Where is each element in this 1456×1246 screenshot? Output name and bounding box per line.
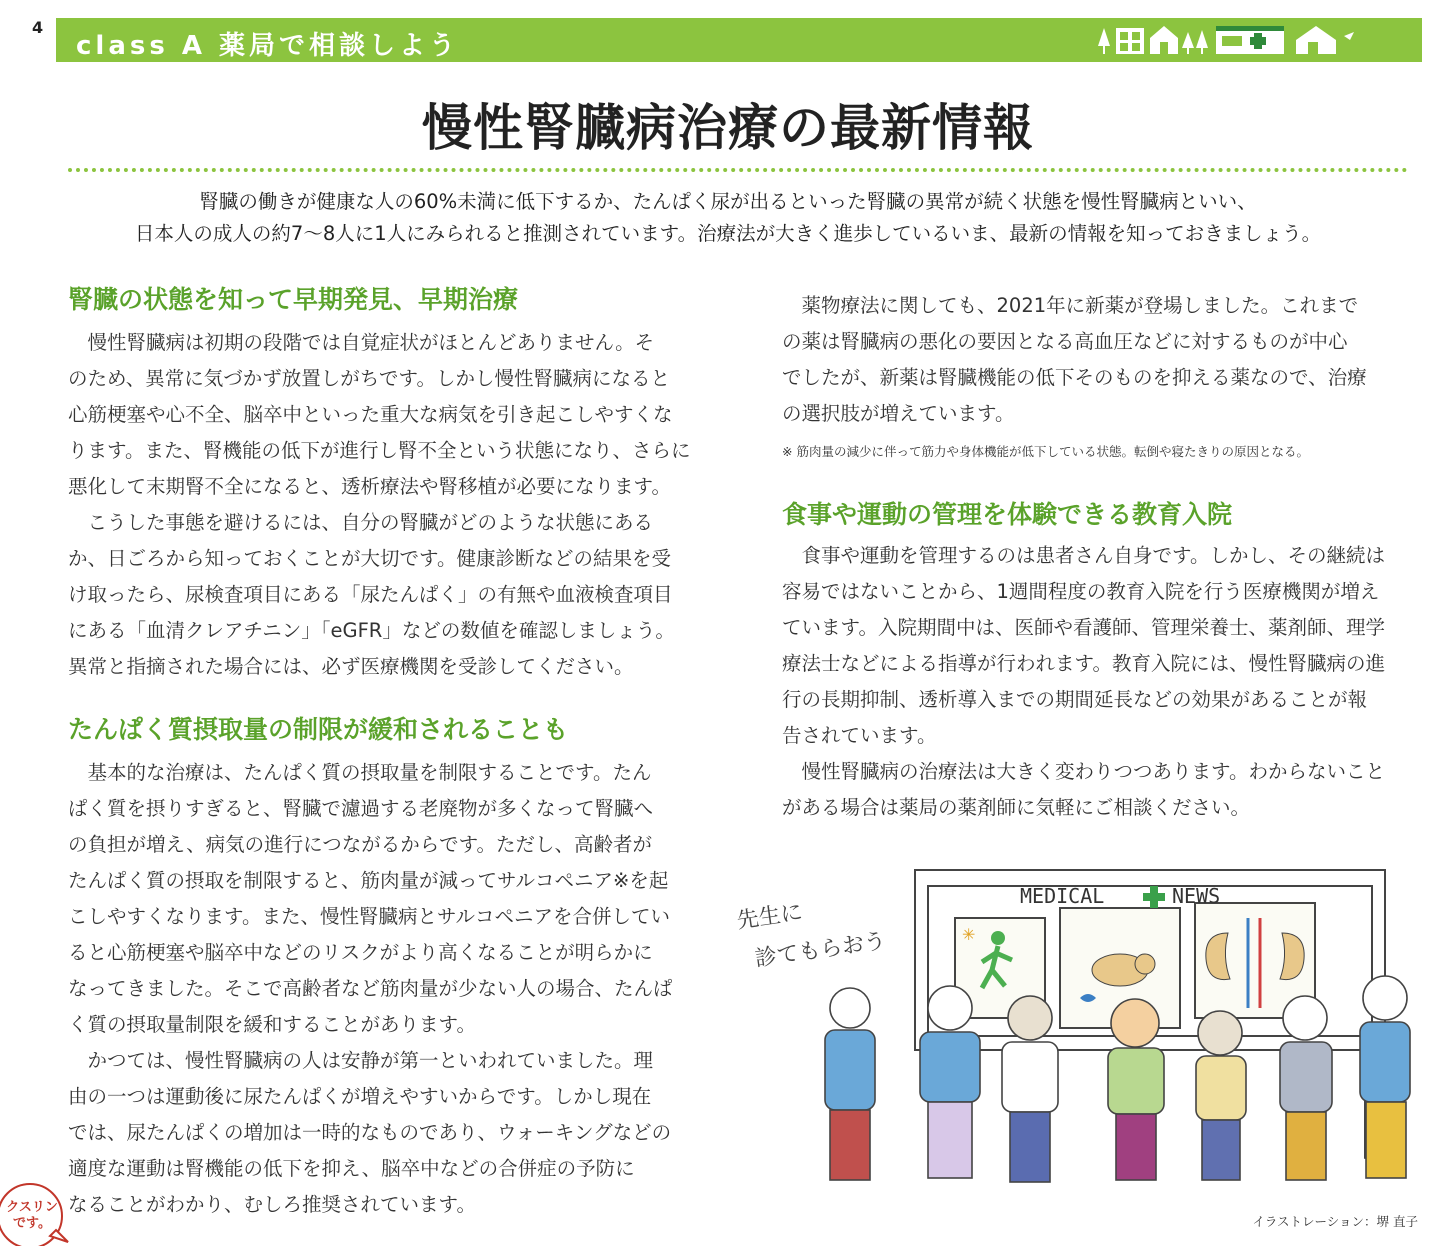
text-line: ぱく質を摂りすぎると、腎臓で濾過する老廃物が多くなって腎臓へ [68,797,654,820]
footnote-sarcopenia: ※ 筋肉量の減少に伴って筋力や身体機能が低下している状態。転倒や寝たきりの原因となる。 [782,444,1309,459]
section-medication-body [782,288,1422,432]
section-education-body [782,538,1422,826]
text-line: 心筋梗塞や心不全、脳卒中といった重大な病気を引き起こしやすくな [68,403,673,426]
text-line: く質の摂取量制限を緩和することがあります。 [68,1013,476,1036]
section-label: class A 薬局で相談しよう [76,31,460,61]
board-title-left: MEDICAL [1020,884,1105,908]
lead-line: 日本人の成人の約7〜8人に1人にみられると推測されています。治療法が大きく進歩しているいま、最新の情報を知っておきましょう。 [134,222,1322,245]
text-line: 行の長期抑制、透析導入までの期間延長などの効果があることが報 [782,688,1368,711]
text-line: にある「血清クレアチニン」「eGFR」などの数値を確認しましょう。 [68,619,675,642]
text-line: の薬は腎臓病の悪化の要因となる高血圧などに対するものが中心 [782,330,1348,353]
section-protein-body [68,755,708,1223]
page-number: 4 [32,18,44,37]
text-line: 容易ではないことから、1週間程度の教育入院を行う医療機関が増え [782,580,1380,603]
text-line: 悪化して末期腎不全になると、透析療法や腎移植が必要になります。 [68,475,671,498]
lead-line: 腎臓の働きが健康な人の60%未満に低下するか、たんぱく尿が出るといった腎臓の異常が続く状態を慢性腎臓病といい、 [199,190,1257,213]
board-title-right: NEWS [1172,884,1221,908]
text-line: 食事や運動を管理するのは患者さん自身です。しかし、その継続は [782,544,1385,567]
speech-line-2: 診てもらおう [753,928,888,972]
text-line: こしやすくなります。また、慢性腎臓病とサルコペニアを合併してい [68,905,670,928]
text-line: の選択肢が増えています。 [782,402,1015,425]
tree-icon [1196,30,1208,54]
text-line: なってきました。そこで高齢者など筋肉量が少ない人の場合、たんぱ [68,977,673,1000]
page-title: 慢性腎臓病治療の最新情報 [422,99,1034,157]
tree-icon [1182,32,1194,54]
section-early-detection-body [68,325,708,685]
text-line: がある場合は薬局の薬剤師に気軽にご相談ください。 [782,796,1251,819]
tree-icon [1098,28,1110,54]
text-line: 基本的な治療は、たんぱく質の摂取量を制限することです。たん [68,761,652,784]
text-line: では、尿たんぱくの増加は一時的なものであり、ウォーキングなどの [68,1121,672,1144]
mascot-speech [2,1200,62,1232]
text-line: ています。入院期間中は、医師や看護師、管理栄養士、薬剤師、理学 [782,616,1385,639]
text-line: こうした事態を避けるには、自分の腎臓がどのような状態にある [68,511,654,534]
bird-icon [1344,32,1354,40]
text-line: 療法士などによる指導が行われます。教育入院には、慢性腎臓病の進 [782,652,1385,675]
text-line: 慢性腎臓病は初期の段階では自覚症状がほとんどありません。そ [68,331,655,354]
text-line: なることがわかり、むしろ推奨されています。 [68,1193,476,1216]
text-line: のため、異常に気づかず放置しがちです。しかし慢性腎臓病になると [68,367,670,390]
text-line: 適度な運動は腎機能の低下を抑え、脳卒中などの合併症の予防に [68,1157,635,1180]
text-line: ります。また、腎機能の低下が進行し腎不全という状態になり、さらに [68,439,691,462]
text-line: ると心筋梗塞や脳卒中などのリスクがより高くなることが明らかに [68,941,653,964]
text-line: か、日ごろから知っておくことが大切です。健康診断などの結果を受 [68,547,671,570]
text-line: け取ったら、尿検査項目にある「尿たんぱく」の有無や血液検査項目 [68,583,673,606]
green-cross-icon [1143,886,1165,908]
svg-text:✳: ✳ [962,925,976,944]
lead-paragraph [40,186,1416,250]
text-line: 薬物療法に関しても、2021年に新薬が登場しました。これまで [782,294,1359,317]
text-line: でしたが、新薬は腎臓機能の低下そのものを抑える薬なので、治療 [782,366,1367,389]
text-line: 異常と指摘された場合には、必ず医療機関を受診してください。 [68,655,634,678]
section-header-band [56,18,1422,62]
dotted-divider [68,168,1408,172]
people-group [825,976,1410,1182]
text-line: 慢性腎臓病の治療法は大きく変わりつつあります。わからないこと [782,760,1385,783]
text-line: の負担が増え、病気の進行につながるからです。ただし、高齢者が [68,833,653,856]
speech-line-1: 先生に [735,899,805,934]
mascot-line: クスリン [6,1200,58,1215]
heading-early-detection: 腎臓の状態を知って早期発見、早期治療 [68,285,519,314]
town-icons [1098,22,1408,58]
medical-news-illustration [730,858,1430,1203]
heading-education-hospitalization: 食事や運動の管理を体験できる教育入院 [782,500,1233,529]
text-line: かつては、慢性腎臓病の人は安静が第一といわれていました。理 [68,1049,654,1072]
text-line: 由の一つは運動後に尿たんぱくが増えやすいからです。しかし現在 [68,1085,652,1108]
mascot-line: です。 [13,1216,51,1231]
text-line: たんぱく質の摂取を制限すると、筋肉量が減ってサルコペニア※を起 [68,869,669,892]
illustration-credit: イラストレーション：堺 直子 [1252,1214,1418,1229]
heading-protein-restriction: たんぱく質摂取量の制限が緩和されることも [68,715,569,744]
text-line: 告されています。 [782,724,937,747]
